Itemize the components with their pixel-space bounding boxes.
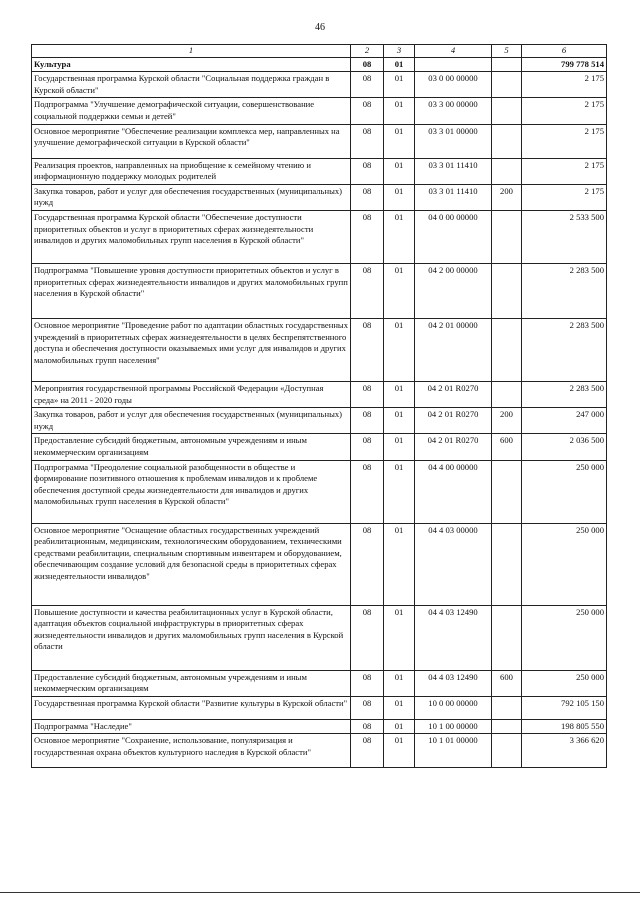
table-row: [32, 696, 607, 719]
cell-expense-type: [492, 734, 522, 768]
cell-amount: 2 283 500: [522, 381, 607, 407]
cell-name: Закупка товаров, работ и услуг для обеспечения государственных (муниципальных) нужд: [32, 408, 351, 434]
cell-target-item: 10 1 00 00000: [415, 719, 492, 734]
cell-section: 08: [351, 605, 384, 670]
cell-amount: 250 000: [522, 605, 607, 670]
cell-expense-type: [492, 57, 522, 72]
table-row: [32, 381, 607, 407]
cell-section: 08: [351, 670, 384, 696]
cell-name: Государственная программа Курской области "Социальная поддержка граждан в Курской области": [32, 72, 351, 98]
header-col-expense-type: 5: [492, 45, 522, 58]
cell-subsection: 01: [384, 734, 415, 768]
cell-amount: 792 105 150: [522, 696, 607, 719]
cell-expense-type: [492, 696, 522, 719]
cell-target-item: 04 2 01 R0270: [415, 381, 492, 407]
budget-table: [31, 44, 607, 768]
cell-expense-type: [492, 263, 522, 318]
cell-target-item: 04 4 03 12490: [415, 670, 492, 696]
cell-section: 08: [351, 408, 384, 434]
cell-expense-type: 600: [492, 670, 522, 696]
cell-amount: 2 175: [522, 72, 607, 98]
cell-section: 08: [351, 696, 384, 719]
cell-target-item: 04 2 01 00000: [415, 318, 492, 381]
cell-subsection: 01: [384, 98, 415, 124]
table-row: [32, 184, 607, 210]
cell-expense-type: [492, 523, 522, 605]
table-row: [32, 210, 607, 263]
cell-target-item: 10 0 00 00000: [415, 696, 492, 719]
cell-section: 08: [351, 124, 384, 158]
cell-name: Основное мероприятие "Проведение работ по адаптации областных государственных учреждений в приоритетных сферах жизнедеятельности в целях беспрепятственного доступа и обеспечения доступности оказываемых ими услуг для инвалидов и других маломобильных групп населения": [32, 318, 351, 381]
cell-subsection: 01: [384, 184, 415, 210]
cell-amount: 2 175: [522, 184, 607, 210]
cell-expense-type: [492, 460, 522, 523]
cell-amount: 2 283 500: [522, 263, 607, 318]
cell-subsection: 01: [384, 719, 415, 734]
cell-section: 08: [351, 719, 384, 734]
cell-subsection: 01: [384, 696, 415, 719]
cell-amount: 2 175: [522, 158, 607, 184]
cell-expense-type: [492, 98, 522, 124]
cell-name: Основное мероприятие "Сохранение, использование, популяризация и государственная охрана объектов культурного наследия в Курской области": [32, 734, 351, 768]
header-col-subsection: 3: [384, 45, 415, 58]
cell-target-item: 04 2 01 R0270: [415, 408, 492, 434]
cell-section: 08: [351, 318, 384, 381]
cell-amount: 250 000: [522, 460, 607, 523]
cell-name: Предоставление субсидий бюджетным, автономным учреждениям и иным некоммерческим организациям: [32, 670, 351, 696]
cell-amount: 250 000: [522, 523, 607, 605]
cell-subsection: 01: [384, 318, 415, 381]
cell-target-item: 04 4 00 00000: [415, 460, 492, 523]
table-row: [32, 523, 607, 605]
cell-subsection: 01: [384, 460, 415, 523]
cell-name: Повышение доступности и качества реабилитационных услуг в Курской области, адаптация объектов социальной инфраструктуры в приоритетных сферах жизнедеятельности инвалидов и других маломобильных групп населения в Курской области: [32, 605, 351, 670]
table-row: [32, 318, 607, 381]
table-row: [32, 72, 607, 98]
cell-amount: 2 175: [522, 124, 607, 158]
cell-target-item: 03 0 00 00000: [415, 72, 492, 98]
cell-subsection: 01: [384, 408, 415, 434]
header-col-target-item: 4: [415, 45, 492, 58]
cell-subsection: 01: [384, 72, 415, 98]
header-col-amount: 6: [522, 45, 607, 58]
cell-section: 08: [351, 98, 384, 124]
table-row: [32, 719, 607, 734]
cell-amount: 2 283 500: [522, 318, 607, 381]
cell-target-item: 04 0 00 00000: [415, 210, 492, 263]
table-row: [32, 124, 607, 158]
table-row: [32, 605, 607, 670]
cell-section: 08: [351, 210, 384, 263]
table-row: [32, 263, 607, 318]
cell-section: 08: [351, 460, 384, 523]
cell-section: 08: [351, 523, 384, 605]
cell-amount: 3 366 620: [522, 734, 607, 768]
table-header-row: [32, 45, 607, 58]
cell-expense-type: 200: [492, 184, 522, 210]
cell-subsection: 01: [384, 670, 415, 696]
cell-subsection: 01: [384, 605, 415, 670]
cell-target-item: 03 3 00 00000: [415, 98, 492, 124]
cell-amount: 198 805 550: [522, 719, 607, 734]
table-row: [32, 158, 607, 184]
cell-subsection: 01: [384, 434, 415, 460]
cell-subsection: 01: [384, 210, 415, 263]
cell-subsection: 01: [384, 158, 415, 184]
cell-expense-type: 200: [492, 408, 522, 434]
cell-expense-type: [492, 72, 522, 98]
table-row: [32, 57, 607, 72]
cell-name: Подпрограмма "Преодоление социальной разобщенности в обществе и формирование позитивного отношения к проблемам инвалидов и к проблеме обеспечения доступной среды жизнедеятельности для инвалидов и других маломобильных групп населения в Курской области": [32, 460, 351, 523]
cell-section: 08: [351, 158, 384, 184]
cell-target-item: 03 3 01 11410: [415, 184, 492, 210]
cell-amount: 2 036 500: [522, 434, 607, 460]
cell-amount: 250 000: [522, 670, 607, 696]
cell-subsection: 01: [384, 523, 415, 605]
cell-target-item: 04 4 03 12490: [415, 605, 492, 670]
cell-expense-type: [492, 381, 522, 407]
cell-subsection: 01: [384, 381, 415, 407]
cell-section: 08: [351, 434, 384, 460]
cell-subsection: 01: [384, 57, 415, 72]
table-row: [32, 460, 607, 523]
cell-section: 08: [351, 263, 384, 318]
cell-name: Основное мероприятие "Обеспечение реализации комплекса мер, направленных на улучшение демографической ситуации в Курской области": [32, 124, 351, 158]
cell-subsection: 01: [384, 124, 415, 158]
cell-name: Мероприятия государственной программы Российской Федерации «Доступная среда» на 2011 - 2020 годы: [32, 381, 351, 407]
cell-name: Культура: [32, 57, 351, 72]
cell-section: 08: [351, 381, 384, 407]
cell-section: 08: [351, 184, 384, 210]
page-number: 46: [315, 22, 325, 33]
cell-target-item: [415, 57, 492, 72]
cell-target-item: 04 4 03 00000: [415, 523, 492, 605]
cell-expense-type: [492, 210, 522, 263]
cell-expense-type: [492, 605, 522, 670]
cell-expense-type: [492, 318, 522, 381]
cell-section: 08: [351, 734, 384, 768]
cell-target-item: 03 3 01 11410: [415, 158, 492, 184]
page-bottom-rule: [0, 892, 640, 893]
cell-expense-type: [492, 719, 522, 734]
cell-name: Подпрограмма "Улучшение демографической ситуации, совершенствование социальной поддержки семьи и детей": [32, 98, 351, 124]
cell-target-item: 10 1 01 00000: [415, 734, 492, 768]
cell-amount: 2 533 500: [522, 210, 607, 263]
cell-name: Подпрограмма "Повышение уровня доступности приоритетных объектов и услуг в приоритетных сферах жизнедеятельности инвалидов и других маломобильных групп населения в Курской области": [32, 263, 351, 318]
cell-target-item: 04 2 00 00000: [415, 263, 492, 318]
cell-amount: 247 000: [522, 408, 607, 434]
cell-name: Государственная программа Курской области "Обеспечение доступности приоритетных объектов и услуг в приоритетных сферах жизнедеятельности инвалидов и других маломобильных групп населения в Курской области": [32, 210, 351, 263]
cell-expense-type: [492, 158, 522, 184]
header-col-name: 1: [32, 45, 351, 58]
cell-section: 08: [351, 72, 384, 98]
cell-name: Подпрограмма "Наследие": [32, 719, 351, 734]
cell-expense-type: [492, 124, 522, 158]
cell-name: Государственная программа Курской области "Развитие культуры в Курской области": [32, 696, 351, 719]
table-row: [32, 734, 607, 768]
cell-name: Основное мероприятие "Оснащение областных государственных учреждений реабилитационным, медицинским, технологическим оборудованием, техническими средствами реабилитации, специальным спортивным инвентарем и оборудованием, обеспечивающим создание условий для безопасной среды в приоритетных сферах жизнедеятельности инвалидов": [32, 523, 351, 605]
cell-expense-type: 600: [492, 434, 522, 460]
cell-name: Закупка товаров, работ и услуг для обеспечения государственных (муниципальных) нужд: [32, 184, 351, 210]
cell-target-item: 04 2 01 R0270: [415, 434, 492, 460]
cell-amount: 2 175: [522, 98, 607, 124]
cell-amount: 799 778 514: [522, 57, 607, 72]
cell-name: Реализация проектов, направленных на приобщение к семейному чтению и информационную поддержку молодых родителей: [32, 158, 351, 184]
table-row: [32, 434, 607, 460]
header-col-section: 2: [351, 45, 384, 58]
cell-target-item: 03 3 01 00000: [415, 124, 492, 158]
cell-name: Предоставление субсидий бюджетным, автономным учреждениям и иным некоммерческим организациям: [32, 434, 351, 460]
cell-subsection: 01: [384, 263, 415, 318]
table-row: [32, 408, 607, 434]
table-row: [32, 670, 607, 696]
table-row: [32, 98, 607, 124]
cell-section: 08: [351, 57, 384, 72]
